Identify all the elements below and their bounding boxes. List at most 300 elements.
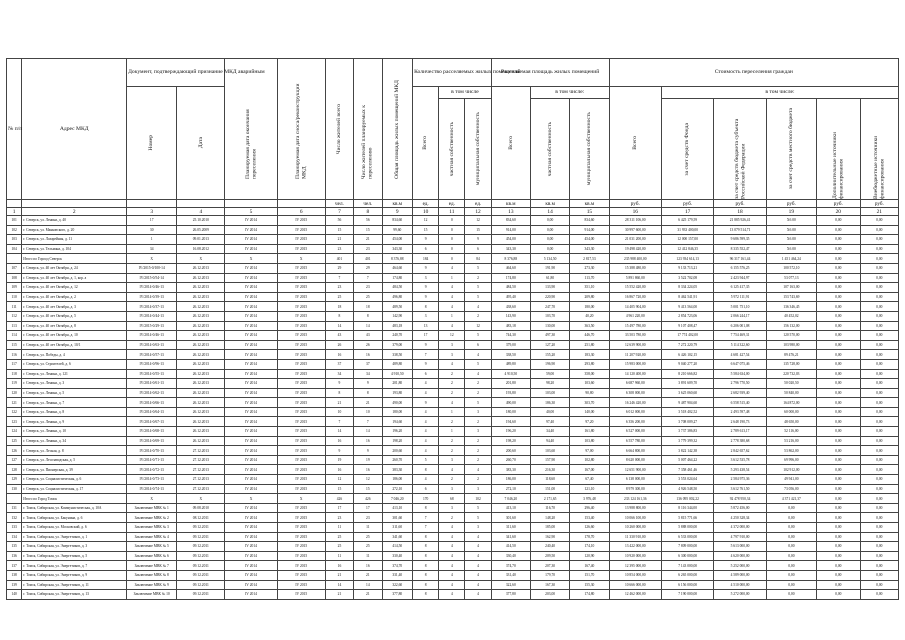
table-cell: 6 138 000,00: [609, 475, 661, 485]
table-cell: 14: [325, 321, 353, 331]
table-cell: 4: [465, 551, 491, 561]
table-row: [7, 570, 899, 580]
address-cell: г. Северск, ул. Ленина, д. 8: [22, 407, 127, 417]
table-cell: 143,90: [491, 311, 530, 321]
table-cell: 121,10: [570, 484, 609, 494]
table-cell: IV 2015: [277, 484, 325, 494]
table-cell: 0,00: [816, 446, 860, 456]
table-cell: X: [277, 254, 325, 264]
table-cell: 120,90: [570, 551, 609, 561]
table-cell: 3: [413, 273, 439, 283]
table-cell: IV 2015: [277, 446, 325, 456]
table-cell: 351,10: [570, 283, 609, 293]
table-cell: 15: [325, 484, 353, 494]
table-cell: 8: [413, 551, 439, 561]
table-cell: 4: [439, 359, 465, 369]
table-cell: 413,10: [382, 503, 413, 513]
table-cell: IV 2014: [225, 465, 277, 475]
table-cell: 8: [325, 388, 353, 398]
table-cell: 180,00: [491, 407, 530, 417]
table-cell: 23: [354, 513, 382, 523]
table-cell: 73 056,00: [766, 484, 816, 494]
table-cell: 6 300 000,00: [661, 551, 713, 561]
table-cell: 09.12.2011: [177, 551, 225, 561]
address-cell: г. Томск, Сибирская, ул. Энергетиков, д. 1: [22, 532, 127, 542]
table-cell: 09.12.2011: [177, 590, 225, 600]
table-cell: 37: [354, 359, 382, 369]
table-cell: 4: [439, 580, 465, 590]
table-cell: 0,00: [816, 513, 860, 523]
table-cell: 15 983 000,00: [609, 359, 661, 369]
table-cell: 6 308 000,00: [609, 388, 661, 398]
table-cell: 216,30: [530, 465, 569, 475]
table-cell: 4: [439, 590, 465, 600]
table-cell: 483,18: [491, 321, 530, 331]
table-cell: 6: [413, 484, 439, 494]
table-cell: IV 2015: [277, 561, 325, 571]
table-cell: 3: [465, 427, 491, 437]
table-cell: 454,00: [491, 235, 530, 245]
table-cell: 446,70: [570, 331, 609, 341]
table-cell: IV 2014: [225, 580, 277, 590]
table-row: [7, 455, 899, 465]
table-cell: 2 066 244,17: [714, 311, 766, 321]
unit-cell: руб.: [609, 200, 661, 208]
table-cell: 10 920 000,00: [609, 551, 661, 561]
table-row: [7, 484, 899, 494]
table-cell: 8 620 000,00: [609, 455, 661, 465]
table-cell: 26: [354, 340, 382, 350]
table-cell: 25: [325, 292, 353, 302]
table-cell: 9 686 599,35: [714, 235, 766, 245]
table-cell: 40,00: [530, 407, 569, 417]
table-cell: 97,00: [570, 446, 609, 456]
table-cell: 196,90: [530, 359, 569, 369]
table-cell: 426: [354, 494, 382, 504]
table-cell: 8: [413, 580, 439, 590]
address-cell: г. Северск, ул. Ленина, д. 7: [22, 398, 127, 408]
table-cell: 155,20: [530, 350, 569, 360]
table-cell: 0,00: [816, 475, 860, 485]
table-cell: 103,70: [530, 311, 569, 321]
col-residents-planned-header: Число жителей планируемых к переселению: [354, 59, 382, 200]
table-cell: 92 478 950,34: [714, 494, 766, 504]
table-cell: 139: [7, 580, 22, 590]
table-cell: 0,00: [816, 350, 860, 360]
table-cell: Хб.00: [766, 244, 816, 254]
table-cell: 48 650,00: [766, 417, 816, 427]
table-cell: 118: [7, 369, 22, 379]
table-cell: 2: [465, 455, 491, 465]
table-row: [7, 427, 899, 437]
table-cell: IV 2015: [277, 263, 325, 273]
table-cell: [7, 494, 22, 504]
table-cell: 1: [439, 407, 465, 417]
table-cell: 17: [413, 331, 439, 341]
address-cell: г. Северск, ул. Ленина, д. 10: [22, 427, 127, 437]
table-cell: 8: [413, 503, 439, 513]
column-number-cell: 18: [714, 208, 766, 216]
col-count-private-header: частная собственность: [439, 99, 465, 200]
unit-cell: руб.: [860, 200, 898, 208]
table-cell: 162,90: [530, 532, 569, 542]
table-cell: 09.12.2011: [177, 532, 225, 542]
table-cell: IV 2015: [277, 503, 325, 513]
table-cell: 174,80: [382, 273, 413, 283]
table-cell: 7: [413, 523, 439, 533]
table-cell: 0,00: [860, 570, 898, 580]
table-cell: 0,00: [530, 216, 569, 226]
table-cell: 4 371 421,37: [766, 494, 816, 504]
table-cell: 330,40: [491, 551, 530, 561]
table-cell: 0,00: [860, 503, 898, 513]
table-cell: 156 132,00: [766, 321, 816, 331]
table-cell: 7 190 000,00: [661, 590, 713, 600]
table-cell: [7, 254, 22, 264]
table-cell: 0,00: [860, 398, 898, 408]
table-cell: 0,00: [816, 465, 860, 475]
table-cell: 142,90: [382, 311, 413, 321]
unit-cell: ед.: [413, 200, 439, 208]
table-cell: 110: [7, 292, 22, 302]
column-number-cell: 10: [413, 208, 439, 216]
col-cost-extrabudget-header: Внебюджетные источники финансирования: [860, 99, 898, 200]
table-cell: 7 358 461,46: [661, 465, 713, 475]
table-cell: 8 376,88: [491, 254, 530, 264]
address-cell: г. Северск, ул. Лазарейная, д. 11: [22, 235, 127, 245]
table-cell: 363,50: [570, 321, 609, 331]
column-number-cell: 6: [277, 208, 325, 216]
table-cell: 161,80: [570, 427, 609, 437]
table-cell: 102: [465, 494, 491, 504]
table-cell: 21: [325, 398, 353, 408]
table-cell: 6 206 001,08: [714, 321, 766, 331]
table-cell: 0,00: [530, 244, 569, 254]
table-cell: 16: [325, 465, 353, 475]
table-cell: 122: [7, 407, 22, 417]
unit-cell: руб.: [766, 200, 816, 208]
table-cell: 4: [465, 590, 491, 600]
table-cell: 0,00: [816, 321, 860, 331]
table-cell: 26.12.2013: [177, 388, 225, 398]
table-cell: 4: [465, 369, 491, 379]
table-cell: 174,80: [491, 273, 530, 283]
table-cell: 34: [354, 369, 382, 379]
table-cell: IV 2014: [225, 446, 277, 456]
table-cell: 194,60: [382, 417, 413, 427]
table-cell: 834,60: [491, 216, 530, 226]
table-cell: 09.12.2011: [177, 523, 225, 533]
column-number-cell: 5: [225, 208, 277, 216]
table-cell: 17 774 402,00: [661, 331, 713, 341]
table-cell: 8 210 666,82: [661, 369, 713, 379]
table-cell: 303,70: [570, 398, 609, 408]
table-cell: IV 2014: [225, 417, 277, 427]
table-cell: IV 2014: [225, 283, 277, 293]
column-number-cell: 2: [22, 208, 127, 216]
table-cell: IV 2015: [277, 340, 325, 350]
table-cell: 331,40: [491, 570, 530, 580]
address-cell: г. Северск, ул. Пионерская, д. 39: [22, 465, 127, 475]
table-cell: 2 796 770,50: [714, 379, 766, 389]
table-cell: 103,60: [530, 446, 569, 456]
table-cell: 454,00: [382, 235, 413, 245]
table-cell: 0,00: [860, 446, 898, 456]
table-cell: 2 789 613,17: [714, 427, 766, 437]
table-cell: 9: [413, 292, 439, 302]
table-cell: 4: [439, 398, 465, 408]
table-cell: 125: [7, 436, 22, 446]
table-cell: 104: [7, 244, 22, 254]
table-cell: 16.08.2012: [177, 244, 225, 254]
table-cell: 52 116,00: [766, 427, 816, 437]
table-cell: 61,80: [530, 273, 569, 283]
address-cell: г. Северск, ул. 40 лет Октября, д. 8: [22, 321, 127, 331]
table-cell: 6: [413, 244, 439, 254]
table-cell: 0,00: [860, 254, 898, 264]
col-count-total-header: Всего: [413, 87, 439, 200]
col-planned-end-header: Планируемая дата окончания переселения: [225, 59, 277, 200]
table-cell: 464,60: [382, 263, 413, 273]
table-cell: 4: [413, 388, 439, 398]
table-cell: 3: [439, 484, 465, 494]
table-cell: 6: [465, 340, 491, 350]
table-cell: 0,00: [860, 302, 898, 312]
table-cell: 341,60: [491, 532, 530, 542]
table-cell: 131: [7, 503, 22, 513]
table-cell: 0,00: [816, 283, 860, 293]
table-cell: 0,00: [860, 551, 898, 561]
table-cell: 0,00: [766, 570, 816, 580]
table-cell: 7 143 000,00: [661, 561, 713, 571]
table-cell: 14: [354, 427, 382, 437]
table-cell: 5 252 000,00: [714, 561, 766, 571]
table-cell: 489,80: [382, 359, 413, 369]
table-cell: 0,00: [816, 359, 860, 369]
table-cell: 9: [325, 379, 353, 389]
table-cell: 09.12.2011: [177, 542, 225, 552]
table-row: [7, 350, 899, 360]
table-cell: 98,20: [530, 379, 569, 389]
table-cell: 21: [354, 398, 382, 408]
table-cell: 8: [413, 465, 439, 475]
table-cell: 438,60: [491, 302, 530, 312]
table-cell: 4 961 220,00: [609, 311, 661, 321]
table-cell: 198,20: [382, 436, 413, 446]
table-cell: 19: [325, 455, 353, 465]
table-cell: 5 134,50: [530, 254, 569, 264]
table-cell: 5 888 000,00: [661, 523, 713, 533]
table-cell: Хб.00: [766, 235, 816, 245]
table-cell: 3 522 702,08: [661, 273, 713, 283]
table-cell: 3 625 060,60: [661, 388, 713, 398]
table-cell: 153,40: [570, 513, 609, 523]
table-header: [7, 59, 899, 216]
table-cell: 4: [465, 465, 491, 475]
table-row: [7, 407, 899, 417]
table-cell: 13 988 800,00: [609, 503, 661, 513]
table-cell: IV 2015: [277, 523, 325, 533]
table-cell: 9 107 408,47: [661, 321, 713, 331]
address-cell: г. Северск, ул. Ленина, д. 5: [22, 388, 127, 398]
col-doc-number-header: Номер: [127, 87, 177, 200]
table-cell: 3: [439, 340, 465, 350]
table-cell: IV 2015: [277, 359, 325, 369]
column-number-cell: 15: [570, 208, 609, 216]
table-cell: 4: [413, 417, 439, 427]
table-cell: 103 980,00: [766, 340, 816, 350]
table-cell: 151,00: [530, 484, 569, 494]
table-cell: 26: [325, 340, 353, 350]
column-number-cell: 3: [127, 208, 177, 216]
table-cell: 5 613 000,00: [714, 542, 766, 552]
table-cell: 4: [439, 561, 465, 571]
table-cell: 484,50: [382, 283, 413, 293]
table-cell: 4: [439, 283, 465, 293]
column-number-cell: 17: [661, 208, 713, 216]
table-cell: 296,40: [570, 503, 609, 513]
table-cell: IV 2014: [225, 590, 277, 600]
table-cell: IV/2014-0/74-13: [127, 484, 177, 494]
table-cell: 26.12.2013: [177, 436, 225, 446]
table-cell: IV/2014-0/44-13: [127, 311, 177, 321]
table-cell: 2: [465, 417, 491, 427]
table-cell: 2: [439, 436, 465, 446]
table-cell: IV/2014-0/70-13: [127, 446, 177, 456]
table-cell: IV 2014: [225, 216, 277, 226]
address-cell: г. Северск, ул. Ленина, д. 9: [22, 417, 127, 427]
table-cell: 25: [354, 542, 382, 552]
table-cell: 26.12.2013: [177, 331, 225, 341]
area-group-header: Расселяемая площадь жилых помещений: [491, 59, 609, 87]
table-cell: 170: [413, 494, 439, 504]
table-cell: 4: [465, 532, 491, 542]
table-cell: 21: [325, 235, 353, 245]
table-cell: 193,80: [382, 388, 413, 398]
table-cell: 9: [465, 235, 491, 245]
table-cell: 0,00: [860, 340, 898, 350]
table-cell: 3 976,48: [570, 494, 609, 504]
table-cell: IV/2014-0/64-13: [127, 407, 177, 417]
table-cell: 5: [413, 455, 439, 465]
table-row: [7, 273, 899, 283]
table-cell: 114: [7, 331, 22, 341]
table-cell: 4: [439, 465, 465, 475]
table-cell: 8: [413, 590, 439, 600]
table-cell: 484,50: [491, 283, 530, 293]
table-cell: 184: [413, 254, 439, 264]
table-cell: IV/2014-0/63-13: [127, 340, 177, 350]
table-cell: IV 2014: [225, 225, 277, 235]
table-cell: 7: [354, 273, 382, 283]
table-cell: 9: [354, 446, 382, 456]
table-cell: 18: [325, 302, 353, 312]
table-cell: 12: [354, 475, 382, 485]
table-cell: 112: [7, 311, 22, 321]
table-cell: 69 996,00: [766, 455, 816, 465]
table-cell: 198,20: [491, 436, 530, 446]
table-cell: 0,00: [860, 580, 898, 590]
table-cell: IV 2015: [277, 379, 325, 389]
table-cell: IV/2014-0/68-13: [127, 427, 177, 437]
table-cell: 196,20: [491, 427, 530, 437]
column-number-cell: 19: [766, 208, 816, 216]
table-cell: IV 2015: [277, 283, 325, 293]
table-cell: 26.12.2013: [177, 359, 225, 369]
column-number-cell: 16: [609, 208, 661, 216]
table-cell: IV/2014-0/61-13: [127, 379, 177, 389]
table-cell: 0,00: [860, 590, 898, 600]
table-cell: 2: [465, 436, 491, 446]
column-number-cell: 1: [7, 208, 22, 216]
table-cell: 9: [413, 398, 439, 408]
table-cell: 123 934 614,13: [661, 254, 713, 264]
table-cell: 14: [325, 427, 353, 437]
table-cell: 0,00: [816, 263, 860, 273]
table-cell: 196,20: [382, 427, 413, 437]
address-cell: г. Северск, ул. Победы, д. 4: [22, 350, 127, 360]
table-cell: 102 912,00: [766, 465, 816, 475]
table-cell: 3: [465, 407, 491, 417]
table-cell: 29: [325, 263, 353, 273]
table-cell: 67,40: [570, 475, 609, 485]
col-area-municipal-header: муниципальная собственность: [570, 99, 609, 200]
col-cost-subject-header: за счет средств бюджета субъекта Российской Федерации: [714, 99, 766, 200]
table-cell: 0,00: [816, 379, 860, 389]
table-row: [7, 590, 899, 600]
table-cell: 0,00: [816, 427, 860, 437]
table-cell: 3 708 009,27: [661, 417, 713, 427]
table-cell: 0,00: [816, 398, 860, 408]
table-cell: 5: [465, 331, 491, 341]
table-cell: 0,00: [816, 523, 860, 533]
column-number-cell: 12: [465, 208, 491, 216]
table-cell: 8: [413, 570, 439, 580]
address-cell: г. Северск, ул. Ленина, д. 121: [22, 369, 127, 379]
table-cell: 4 797 910,00: [714, 532, 766, 542]
table-cell: 16: [325, 436, 353, 446]
table-cell: 8: [354, 388, 382, 398]
table-cell: 4: [413, 379, 439, 389]
unit-cell: кв.м: [491, 200, 530, 208]
table-cell: 115: [7, 340, 22, 350]
col-count-municipal-header: муниципальная собственность: [465, 99, 491, 200]
table-cell: 60 000,00: [766, 407, 816, 417]
table-cell: 331,40: [382, 570, 413, 580]
col-planned-demolish-header: Планируемая дата сноса/реконструкции МКД: [277, 59, 325, 200]
table-cell: 133,90: [530, 283, 569, 293]
table-cell: IV/2014-0/37-13: [127, 302, 177, 312]
table-cell: 744,30: [491, 331, 530, 341]
table-cell: 186,00: [491, 475, 530, 485]
table-cell: 341,60: [382, 532, 413, 542]
table-cell: 1: [127, 235, 177, 245]
table-cell: 322,60: [382, 580, 413, 590]
table-cell: 29: [354, 263, 382, 273]
table-cell: IV 2015: [277, 292, 325, 302]
table-cell: IV 2015: [277, 302, 325, 312]
table-cell: IV 2015: [277, 551, 325, 561]
table-cell: 10 854 000,00: [609, 570, 661, 580]
table-cell: 16: [354, 350, 382, 360]
table-cell: 374,70: [382, 561, 413, 571]
table-cell: IV/2014-0/73-13: [127, 475, 177, 485]
table-cell: 13 079 514,71: [714, 225, 766, 235]
table-cell: 7: [354, 417, 382, 427]
col-total-area-header: Общая площадь жилых помещений МКД: [382, 59, 413, 200]
table-cell: 0,00: [860, 475, 898, 485]
table-cell: 377,80: [382, 590, 413, 600]
